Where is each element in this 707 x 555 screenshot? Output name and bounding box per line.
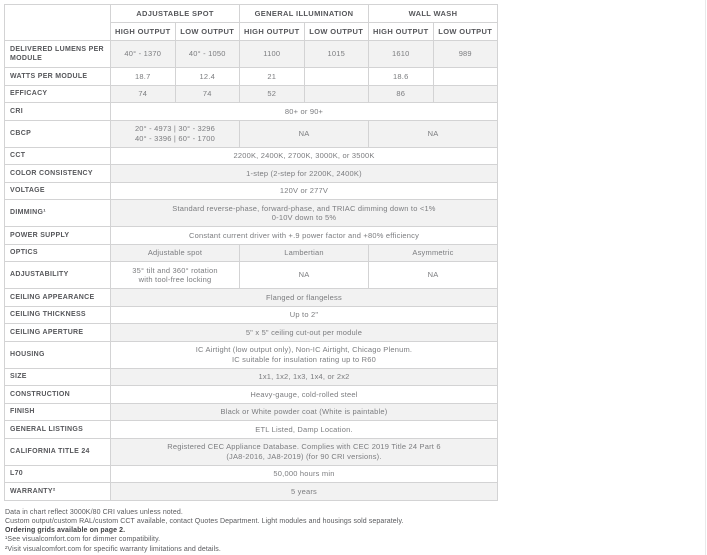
value-cell: NA [369,120,498,147]
value-cell: 2200K, 2400K, 2700K, 3000K, or 3500K [111,147,498,165]
value-line: IC suitable for insulation rating up to R60 [231,354,377,364]
value-line: with tool-free locking [138,275,212,284]
value-cell: 1610 [369,41,434,68]
row-label: GENERAL LISTINGS [5,421,111,439]
value-cell: Constant current driver with +.9 power factor and +80% efficiency [111,227,498,245]
row-label: DIMMING¹ [5,200,111,227]
spec-table [4,4,498,501]
row-label: CCT [5,147,111,165]
group-header-row [5,5,498,23]
row-label: HOUSING [5,341,111,368]
value-cell: 12.4 [175,68,240,86]
row-label: L70 [5,465,111,483]
table-row [5,306,498,324]
value-cell: 1-step (2-step for 2200K, 2400K) [111,165,498,183]
table-row [5,244,498,262]
page-edge-divider [705,0,706,555]
row-label: WATTS PER MODULE [5,68,111,86]
value-cell: 21 [240,68,305,86]
row-label: VOLTAGE [5,182,111,200]
value-cell [433,68,498,86]
value-cell: 1100 [240,41,305,68]
value-cell: 120V or 277V [111,182,498,200]
value-line: Standard reverse-phase, forward-phase, and TRIAC dimming down to <1% [172,203,436,213]
value-cell: 18.7 [111,68,176,86]
value-line: 20° - 4973 | 30° - 3296 [134,124,216,133]
row-label: COLOR CONSISTENCY [5,165,111,183]
value-cell: NA [240,262,369,289]
row-label: POWER SUPPLY [5,227,111,245]
value-cell [111,341,498,368]
value-cell: 50,000 hours min [111,465,498,483]
column-adjustable-spot-low-output: LOW OUTPUT [175,23,240,41]
footnote: Custom output/custom RAL/custom CCT available, contact Quotes Department. Light modules and housings sold separately. [5,517,404,525]
table-row [5,262,498,289]
column-general-illumination-low-output: LOW OUTPUT [304,23,369,41]
table-row [5,438,498,465]
value-cell: 86 [369,85,434,103]
value-line: 0-10V down to 5% [271,213,337,222]
row-label: OPTICS [5,244,111,262]
value-cell: 74 [111,85,176,103]
value-cell: Lambertian [240,244,369,262]
table-row [5,68,498,86]
value-cell: 40° - 1050 [175,41,240,68]
row-label: WARRANTY² [5,483,111,501]
row-label: CALIFORNIA TITLE 24 [5,438,111,465]
column-general-illumination-high-output: HIGH OUTPUT [240,23,305,41]
footnotes [4,508,498,554]
table-row [5,85,498,103]
value-line: IC Airtight (low output only), Non-IC Airtight, Chicago Plenum. [195,345,413,354]
table-row [5,368,498,386]
value-cell: 18.6 [369,68,434,86]
table-row [5,120,498,147]
row-label: FINISH [5,403,111,421]
value-cell: Heavy-gauge, cold-rolled steel [111,386,498,404]
value-cell: 1015 [304,41,369,68]
value-cell: 40° - 1370 [111,41,176,68]
table-row [5,103,498,121]
row-label: CRI [5,103,111,121]
row-label: CBCP [5,120,111,147]
value-line: Registered CEC Appliance Database. Complies with CEC 2019 Title 24 Part 6 [167,442,441,451]
column-group-general-illumination: GENERAL ILLUMINATION [240,5,369,23]
value-line: 35° tilt and 360° rotation [132,265,218,275]
table-row [5,227,498,245]
row-label: ADJUSTABILITY [5,262,111,289]
value-cell: 52 [240,85,305,103]
value-cell [304,68,369,86]
row-label: CEILING APERTURE [5,324,111,342]
value-cell: Black or White powder coat (White is paintable) [111,403,498,421]
column-group-wall-wash: WALL WASH [369,5,498,23]
column-wall-wash-low-output: LOW OUTPUT [433,23,498,41]
value-cell [111,438,498,465]
table-row [5,182,498,200]
table-row [5,147,498,165]
value-line: 40° - 3396 | 60° - 1700 [134,133,216,143]
value-cell [111,262,240,289]
table-row [5,41,498,68]
table-row [5,165,498,183]
value-cell [111,200,498,227]
value-cell: 1x1, 1x2, 1x3, 1x4, or 2x2 [111,368,498,386]
value-cell [304,85,369,103]
table-row [5,465,498,483]
footnote: ²Visit visualcomfort.com for specific warranty limitations and details. [5,545,221,553]
table-row [5,421,498,439]
column-adjustable-spot-high-output: HIGH OUTPUT [111,23,176,41]
value-cell: 989 [433,41,498,68]
corner-cell [5,5,111,41]
table-row [5,341,498,368]
footnote: ¹See visualcomfort.com for dimmer compatibility. [5,536,161,544]
table-row [5,483,498,501]
row-label: CEILING THICKNESS [5,306,111,324]
value-cell: Up to 2" [111,306,498,324]
value-line: (JA8-2016, JA8-2019) (for 90 CRI versions). [226,451,382,461]
value-cell: NA [369,262,498,289]
value-cell: ETL Listed, Damp Location. [111,421,498,439]
table-row [5,324,498,342]
value-cell: NA [240,120,369,147]
table-row [5,289,498,307]
column-wall-wash-high-output: HIGH OUTPUT [369,23,434,41]
value-cell: Flanged or flangeless [111,289,498,307]
value-cell: 74 [175,85,240,103]
footnote: Ordering grids available on page 2. [5,527,126,535]
table-row [5,200,498,227]
value-cell: Adjustable spot [111,244,240,262]
value-cell [433,85,498,103]
column-group-adjustable-spot: ADJUSTABLE SPOT [111,5,240,23]
value-cell: 5" x 5" ceiling cut-out per module [111,324,498,342]
row-label: CEILING APPEARANCE [5,289,111,307]
value-cell: Asymmetric [369,244,498,262]
row-label: CONSTRUCTION [5,386,111,404]
value-cell [111,120,240,147]
spec-sheet [4,4,498,554]
footnote: Data in chart reflect 3000K/80 CRI values unless noted. [5,508,183,516]
table-row [5,403,498,421]
row-label: SIZE [5,368,111,386]
value-cell: 5 years [111,483,498,501]
row-label: DELIVERED LUMENS PER MODULE [5,41,111,68]
table-row [5,386,498,404]
row-label: EFFICACY [5,85,111,103]
value-cell: 80+ or 90+ [111,103,498,121]
